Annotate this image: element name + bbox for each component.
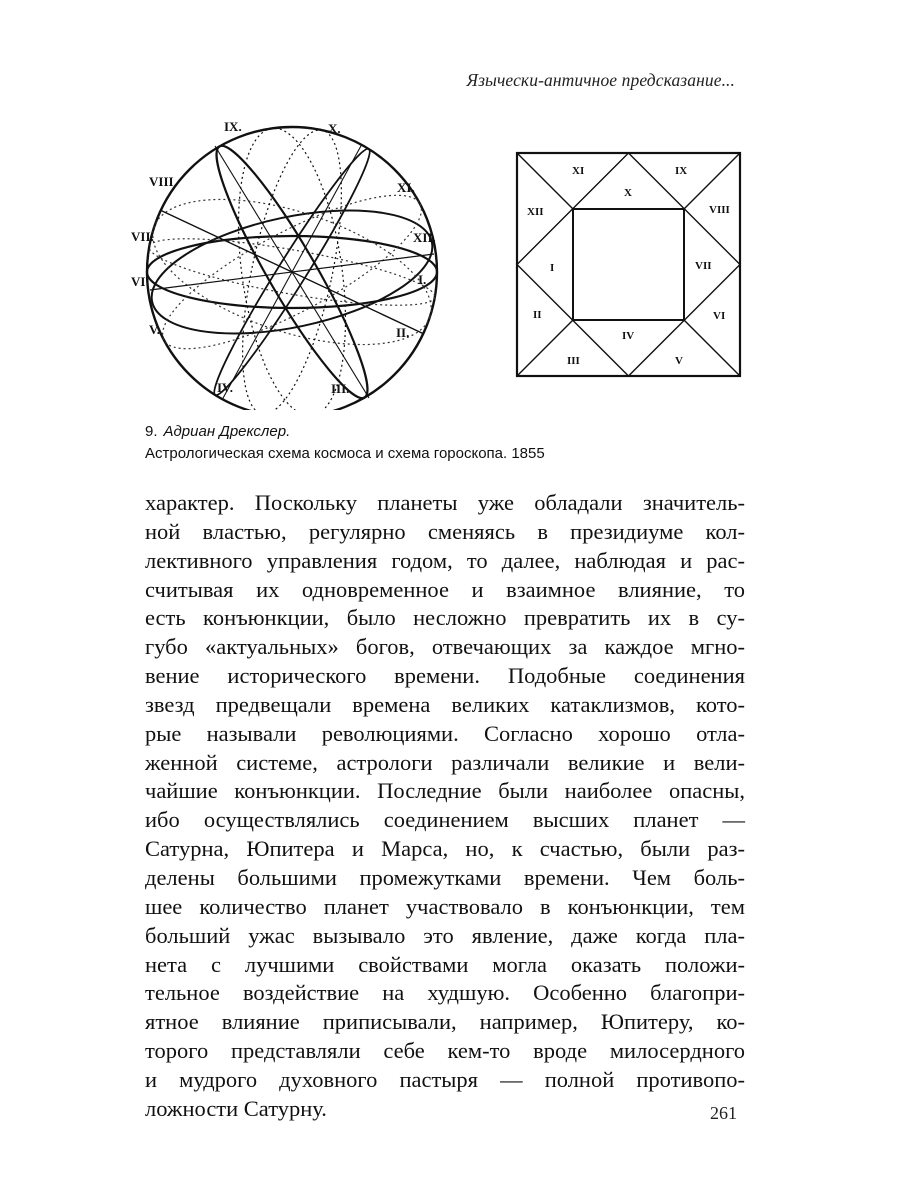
body-line: женной системе, астрологи различали великие и вели- — [145, 749, 745, 775]
body-line: рые называли революциями. Согласно хорошо отла- — [145, 720, 745, 746]
body-line: тельное воздействие на худшую. Особенно благопри- — [145, 980, 745, 1006]
body-line: звезд предвещали времена великих катаклизмов, кото- — [145, 691, 745, 717]
sphere-label: VIII — [149, 174, 174, 189]
running-head: Язычески-античное предсказание... — [466, 70, 735, 90]
body-line: губо «актуальных» богов, отвечающих за каждое мгно- — [145, 634, 745, 660]
figure-number: 9. — [145, 423, 158, 440]
horoscope-inner-square — [573, 209, 684, 320]
celestial-sphere-diagram — [120, 110, 440, 410]
body-line: шее количество планет участвовало в конъюнкции, тем — [145, 893, 745, 919]
body-line: ибо осуществлялись соединением высших планет — — [145, 807, 745, 833]
house-label: X — [624, 187, 632, 199]
sphere-label: II. — [396, 325, 410, 340]
sphere-label: XI. — [397, 180, 415, 195]
body-line: и мудрого духовного пастыря — полной противопо- — [145, 1066, 745, 1092]
body-line: ной властью, регулярно сменяясь в президиуме кол- — [145, 518, 745, 544]
body-line: вение исторического времени. Подобные соединения — [145, 663, 745, 689]
caption-line-1 — [145, 421, 765, 443]
house-label: XI — [572, 165, 585, 177]
house-label: VI — [713, 310, 726, 322]
figure-caption — [145, 421, 765, 465]
sphere-label: I. — [418, 272, 427, 287]
sphere-label: III. — [331, 381, 350, 396]
house-label: IV — [622, 330, 635, 342]
house-label: V — [675, 355, 683, 367]
house-label: I — [550, 262, 555, 274]
house-label: III — [567, 355, 580, 367]
sphere-label: VI — [131, 274, 146, 289]
body-line: делены большими промежутками времени. Чем боль- — [145, 864, 745, 890]
sphere-label: IV. — [217, 380, 234, 395]
body-text — [145, 489, 745, 1124]
sphere-label: VII. — [131, 229, 154, 244]
body-line: есть конъюнкции, было несложно превратить их в су- — [145, 605, 745, 631]
house-label: VII — [695, 260, 712, 272]
body-line: торого представляли себе кем-то вроде милосердного — [145, 1038, 745, 1064]
body-line: ложности Сатурну. — [145, 1095, 327, 1121]
body-line: считывая их одновременное и взаимное влияние, то — [145, 576, 745, 602]
figure-author: Адриан Дрекслер. — [163, 423, 291, 440]
body-line: характер. Поскольку планеты уже обладали значитель- — [145, 490, 745, 515]
body-line: лективного управления годом, то далее, наблюдая и рас- — [145, 547, 745, 573]
sphere-label: X. — [328, 121, 341, 136]
body-line: больший ужас вызывало это явление, даже когда пла- — [145, 922, 745, 948]
house-label: II — [533, 309, 542, 321]
body-line: ятное влияние приписывали, например, Юпитеру, ко- — [145, 1009, 745, 1035]
house-label: VIII — [709, 204, 730, 216]
sphere-label: IX. — [224, 119, 242, 134]
horoscope-square-diagram — [505, 148, 747, 383]
figure-title: Астрологическая схема космоса и схема гороскопа. 1855 — [145, 445, 545, 462]
body-line: Сатурна, Юпитера и Марса, но, к счастью, были раз- — [145, 836, 745, 862]
sphere-label: XII. — [413, 230, 436, 245]
body-line: нета с лучшими свойствами могла оказать положи- — [145, 951, 745, 977]
page-number: 261 — [710, 1103, 737, 1123]
sphere-outline — [147, 127, 437, 410]
house-label: XII — [527, 206, 544, 218]
house-label: IX — [675, 165, 688, 177]
sphere-label: V. — [149, 322, 160, 337]
body-line: чайшие конъюнкции. Последние были наиболее опасны, — [145, 778, 745, 804]
